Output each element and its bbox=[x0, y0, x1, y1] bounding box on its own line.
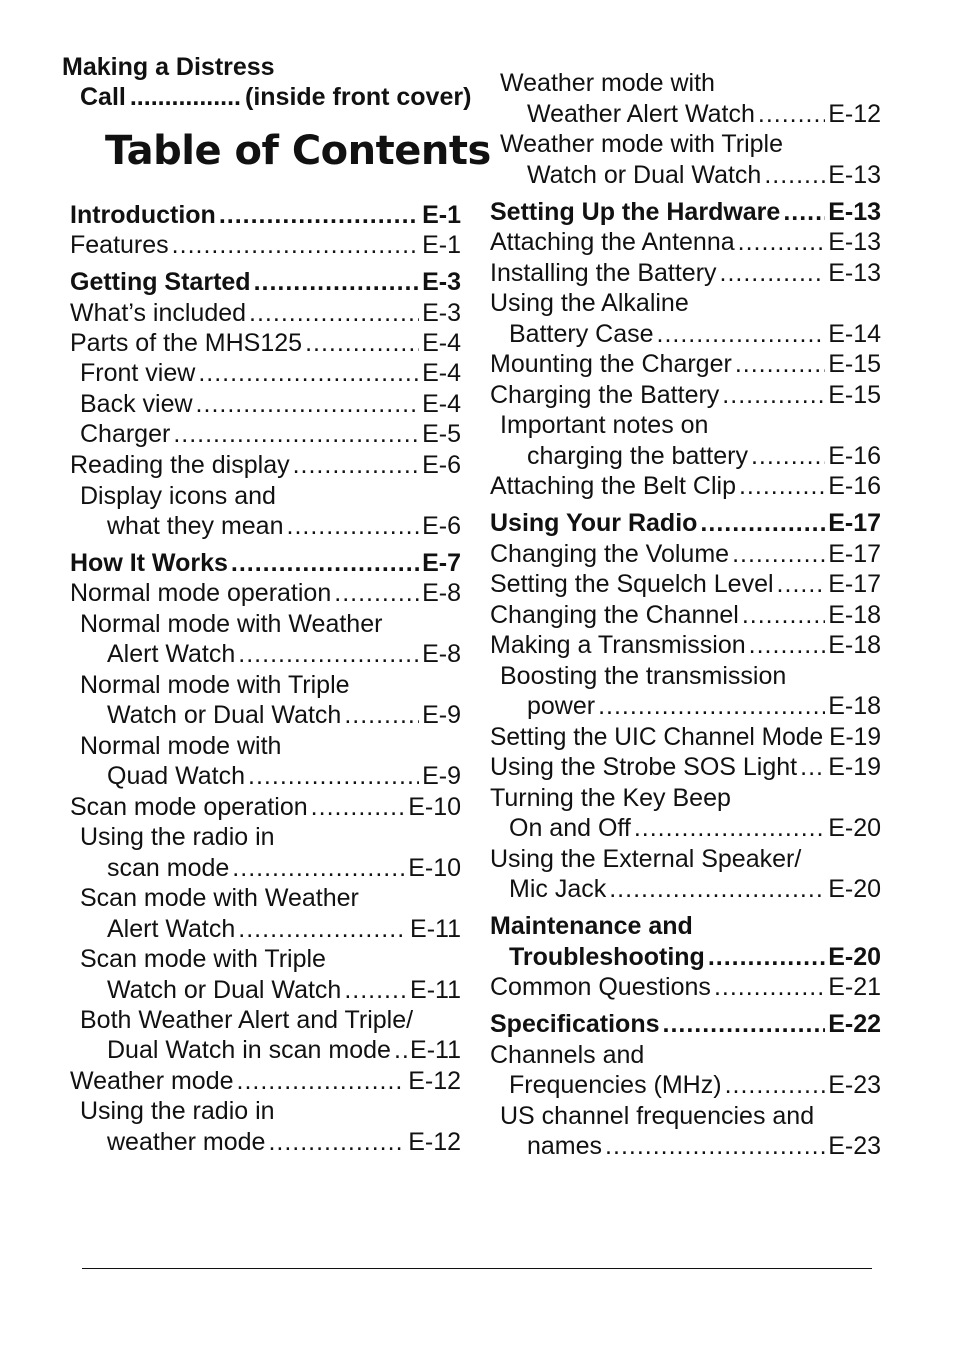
distress-line1: Making a Distress bbox=[62, 53, 275, 81]
toc-leader-dots bbox=[764, 160, 825, 190]
toc-leader-dots bbox=[173, 419, 419, 449]
toc-entry-title: Scan mode operation bbox=[70, 793, 308, 821]
toc-entry[interactable] bbox=[490, 258, 881, 288]
toc-entry-title: US channel frequencies and bbox=[500, 1102, 815, 1130]
toc-entry-title: Watch or Dual Watch bbox=[527, 161, 762, 189]
toc-entry[interactable] bbox=[490, 319, 881, 349]
distress-page: (inside front cover) bbox=[245, 83, 472, 111]
distress-label: Call bbox=[80, 83, 126, 111]
toc-entry-title: scan mode bbox=[107, 854, 230, 882]
toc-entry-page: E-16 bbox=[828, 442, 881, 470]
toc-entry-title: Charging the Battery bbox=[490, 381, 720, 409]
toc-entry-title: Normal mode with bbox=[80, 732, 282, 760]
toc-entry[interactable] bbox=[490, 227, 881, 257]
toc-entry-title: Important notes on bbox=[500, 411, 709, 439]
toc-leader-dots bbox=[249, 298, 419, 328]
toc-entry-title: Using the radio in bbox=[80, 1097, 275, 1125]
toc-entry-page: E-5 bbox=[422, 420, 461, 448]
toc-entry-title: Maintenance and bbox=[490, 912, 693, 940]
toc-entry-page: E-20 bbox=[828, 814, 881, 842]
toc-entry-page: E-15 bbox=[828, 350, 881, 378]
toc-entry[interactable] bbox=[70, 548, 461, 578]
toc-entry-title: Mounting the Charger bbox=[490, 350, 732, 378]
toc-entry[interactable] bbox=[490, 630, 881, 660]
toc-entry[interactable] bbox=[490, 1009, 881, 1039]
toc-entry-title: Display icons and bbox=[80, 482, 276, 510]
toc-entry-title: Using the radio in bbox=[80, 823, 275, 851]
toc-entry-title: What’s included bbox=[70, 299, 247, 327]
toc-entry[interactable] bbox=[70, 1066, 461, 1096]
toc-entry-title: Reading the display bbox=[70, 451, 290, 479]
toc-leader-dots bbox=[708, 942, 825, 972]
toc-entry-title: Parts of the MHS125 bbox=[70, 329, 303, 357]
toc-entry-title: charging the battery bbox=[527, 442, 748, 470]
toc-entry-title: Installing the Battery bbox=[490, 259, 717, 287]
toc-leader-dots bbox=[394, 1035, 407, 1065]
toc-leader-dots bbox=[725, 1070, 826, 1100]
toc-entry-title: How It Works bbox=[70, 549, 228, 577]
toc-entry-page: E-9 bbox=[422, 762, 461, 790]
toc-leader-dots bbox=[735, 349, 825, 379]
toc-entry[interactable] bbox=[70, 358, 461, 388]
toc-leader-dots bbox=[305, 328, 419, 358]
toc-entry-page: E-8 bbox=[422, 579, 461, 607]
toc-entry-title: Charger bbox=[80, 420, 171, 448]
footer-rule bbox=[82, 1268, 872, 1269]
toc-entry-title: Battery Case bbox=[509, 320, 654, 348]
toc-entry-page: E-20 bbox=[828, 875, 881, 903]
toc-entry-page: E-10 bbox=[408, 854, 461, 882]
toc-entry-page: E-12 bbox=[828, 100, 881, 128]
toc-entry[interactable] bbox=[490, 1070, 881, 1100]
toc-entry-title: Setting the UIC Channel Mode bbox=[490, 723, 824, 751]
toc-leader-dots bbox=[758, 99, 825, 129]
toc-entry[interactable] bbox=[490, 99, 881, 129]
toc-entry bbox=[70, 481, 461, 511]
toc-entry-title: Dual Watch in scan mode bbox=[107, 1036, 391, 1064]
toc-leader-dots bbox=[800, 752, 825, 782]
toc-entry[interactable] bbox=[70, 298, 461, 328]
toc-entry-page: E-17 bbox=[828, 570, 881, 598]
toc-leader-dots bbox=[777, 569, 826, 599]
toc-entry bbox=[490, 288, 881, 318]
toc-entry-page: E-11 bbox=[410, 1036, 461, 1064]
toc-entry-title: Weather mode bbox=[70, 1067, 234, 1095]
toc-entry-page: E-21 bbox=[828, 973, 881, 1001]
toc-entry bbox=[490, 783, 881, 813]
toc-entry-page: E-16 bbox=[828, 472, 881, 500]
toc-entry[interactable] bbox=[490, 160, 881, 190]
toc-entry bbox=[490, 1101, 881, 1131]
toc-entry-page: E-13 bbox=[828, 228, 881, 256]
toc-leader-dots bbox=[293, 450, 420, 480]
toc-leader-dots bbox=[344, 975, 407, 1005]
toc-entry-title: Watch or Dual Watch bbox=[107, 976, 342, 1004]
toc-entry bbox=[70, 670, 461, 700]
toc-entry[interactable] bbox=[490, 539, 881, 569]
toc-leader-dots bbox=[609, 874, 825, 904]
toc-entry-title: names bbox=[527, 1132, 603, 1160]
toc-entry[interactable] bbox=[70, 792, 461, 822]
toc-entry-title: Changing the Volume bbox=[490, 540, 730, 568]
toc-entry-title: Getting Started bbox=[70, 268, 251, 296]
toc-entry-page: E-18 bbox=[828, 692, 881, 720]
toc-entry[interactable] bbox=[70, 200, 461, 230]
toc-leader-dots bbox=[172, 230, 419, 260]
toc-leader-dots bbox=[634, 813, 825, 843]
toc-leader-dots bbox=[749, 630, 826, 660]
distress-line2 bbox=[80, 82, 471, 112]
toc-entry-page: E-11 bbox=[410, 976, 461, 1004]
toc-entry-title: Using the Strobe SOS Light bbox=[490, 753, 798, 781]
toc-entry-page: E-23 bbox=[828, 1132, 881, 1160]
toc-entry[interactable] bbox=[490, 569, 881, 599]
toc-entry-title: Front view bbox=[80, 359, 196, 387]
toc-entry[interactable] bbox=[490, 942, 881, 972]
toc-entry-page: E-18 bbox=[828, 631, 881, 659]
toc-leader-dots bbox=[248, 761, 419, 791]
toc-entry-page: E-19 bbox=[828, 753, 881, 781]
toc-entry bbox=[490, 911, 881, 941]
toc-leader-dots bbox=[605, 1131, 825, 1161]
toc-entry[interactable] bbox=[490, 600, 881, 630]
toc-entry-page: E-3 bbox=[422, 299, 461, 327]
toc-entry-page: E-10 bbox=[408, 793, 461, 821]
toc-entry-title: Boosting the transmission bbox=[500, 662, 787, 690]
toc-entry bbox=[490, 410, 881, 440]
toc-entry-page: E-19 bbox=[829, 723, 881, 751]
toc-entry[interactable] bbox=[70, 914, 461, 944]
toc-entry-title: weather mode bbox=[107, 1128, 266, 1156]
toc-entry[interactable] bbox=[490, 197, 881, 227]
toc-entry-title: Quad Watch bbox=[107, 762, 246, 790]
toc-entry-page: E-1 bbox=[422, 201, 461, 229]
toc-entry[interactable] bbox=[490, 1131, 881, 1161]
toc-entry bbox=[70, 609, 461, 639]
toc-entry-page: E-7 bbox=[422, 549, 461, 577]
toc-leader-dots bbox=[196, 389, 420, 419]
toc-entry-title: Turning the Key Beep bbox=[490, 784, 731, 812]
toc-entry[interactable] bbox=[70, 419, 461, 449]
toc-leader-dots bbox=[311, 792, 406, 822]
toc-entry bbox=[490, 661, 881, 691]
toc-leader-dots bbox=[700, 508, 825, 538]
toc-leader-dots bbox=[254, 267, 420, 297]
toc-entry-page: E-3 bbox=[422, 268, 461, 296]
toc-leader-dots bbox=[732, 539, 825, 569]
toc-entry-title: Making a Transmission bbox=[490, 631, 746, 659]
toc-entry-page: E-17 bbox=[828, 540, 881, 568]
toc-leader-dots bbox=[598, 691, 825, 721]
toc-entry-page: E-17 bbox=[828, 509, 881, 537]
toc-entry-title: On and Off bbox=[509, 814, 631, 842]
toc-entry-title: Frequencies (MHz) bbox=[509, 1071, 722, 1099]
toc-entry-page: E-6 bbox=[422, 512, 461, 540]
toc-entry-title: Mic Jack bbox=[509, 875, 607, 903]
page-title: Table of Contents bbox=[105, 128, 491, 174]
toc-entry-title: Attaching the Antenna bbox=[490, 228, 735, 256]
toc-entry-title: Channels and bbox=[490, 1041, 645, 1069]
toc-entry-page: E-22 bbox=[828, 1010, 881, 1038]
toc-entry-title: Weather mode with bbox=[500, 69, 715, 97]
toc-entry[interactable] bbox=[70, 975, 461, 1005]
toc-leader-dots bbox=[268, 1127, 405, 1157]
toc-entry-title: Introduction bbox=[70, 201, 216, 229]
toc-entry[interactable] bbox=[70, 1127, 461, 1157]
toc-entry-title: power bbox=[527, 692, 596, 720]
toc-entry[interactable] bbox=[490, 972, 881, 1002]
toc-entry bbox=[70, 822, 461, 852]
toc-leader-dots bbox=[238, 639, 419, 669]
toc-leader-dots bbox=[663, 1009, 826, 1039]
toc-entry[interactable] bbox=[490, 380, 881, 410]
toc-leader-dots bbox=[739, 471, 825, 501]
toc-entry-title: Troubleshooting bbox=[509, 943, 705, 971]
toc-entry-title: what they mean bbox=[107, 512, 284, 540]
toc-entry-page: E-12 bbox=[408, 1067, 461, 1095]
toc-entry[interactable] bbox=[490, 874, 881, 904]
toc-entry-page: E-15 bbox=[828, 381, 881, 409]
toc-entry-page: E-13 bbox=[828, 198, 881, 226]
toc-leader-dots bbox=[237, 1066, 406, 1096]
toc-entry bbox=[490, 1040, 881, 1070]
toc-entry-title: Features bbox=[70, 231, 169, 259]
toc-entry-title: Both Weather Alert and Triple/ bbox=[80, 1006, 414, 1034]
toc-entry[interactable] bbox=[70, 853, 461, 883]
toc-entry-page: E-18 bbox=[828, 601, 881, 629]
toc-entry bbox=[70, 944, 461, 974]
toc-leader-dots bbox=[334, 578, 419, 608]
toc-entry-page: E-20 bbox=[828, 943, 881, 971]
toc-entry-page: E-4 bbox=[422, 329, 461, 357]
toc-entry-page: E-9 bbox=[422, 701, 461, 729]
toc-entry[interactable] bbox=[70, 578, 461, 608]
toc-leader-dots bbox=[344, 700, 419, 730]
toc-leader-dots bbox=[783, 197, 825, 227]
toc-entry-title: Normal mode with Triple bbox=[80, 671, 350, 699]
toc-entry-title: Using the External Speaker/ bbox=[490, 845, 802, 873]
toc-entry[interactable] bbox=[490, 508, 881, 538]
toc-entry-title: Alert Watch bbox=[107, 640, 236, 668]
toc-entry-page: E-11 bbox=[410, 915, 461, 943]
toc-entry[interactable] bbox=[490, 471, 881, 501]
toc-entry bbox=[70, 1005, 461, 1035]
toc-leader-dots bbox=[742, 600, 825, 630]
toc-entry-page: E-1 bbox=[422, 231, 461, 259]
toc-entry-page: E-12 bbox=[408, 1128, 461, 1156]
toc-entry bbox=[490, 68, 881, 98]
toc-entry[interactable] bbox=[490, 349, 881, 379]
toc-entry[interactable] bbox=[70, 1035, 461, 1065]
toc-entry-title: Setting the Squelch Level bbox=[490, 570, 774, 598]
toc-entry-page: E-4 bbox=[422, 359, 461, 387]
toc-entry-page: E-13 bbox=[828, 259, 881, 287]
toc-entry-page: E-13 bbox=[828, 161, 881, 189]
toc-entry-title: Weather mode with Triple bbox=[500, 130, 783, 158]
toc-leader-dots bbox=[657, 319, 826, 349]
toc-leader-dots bbox=[231, 548, 419, 578]
toc-leader-dots bbox=[714, 972, 825, 1002]
toc-entry bbox=[490, 129, 881, 159]
toc-leader-dots bbox=[722, 380, 825, 410]
toc-entry[interactable] bbox=[70, 639, 461, 669]
toc-entry-title: Changing the Channel bbox=[490, 601, 739, 629]
toc-entry bbox=[490, 844, 881, 874]
toc-entry-title: Back view bbox=[80, 390, 193, 418]
toc-entry-title: Attaching the Belt Clip bbox=[490, 472, 736, 500]
toc-entry[interactable] bbox=[490, 691, 881, 721]
toc-entry bbox=[70, 731, 461, 761]
toc-entry[interactable] bbox=[70, 267, 461, 297]
toc-leader-dots bbox=[198, 358, 419, 388]
toc-entry[interactable] bbox=[70, 389, 461, 419]
toc-leader-dots bbox=[287, 511, 420, 541]
toc-entry-page: E-8 bbox=[422, 640, 461, 668]
toc-entry[interactable] bbox=[490, 441, 881, 471]
toc-entry[interactable] bbox=[70, 450, 461, 480]
toc-entry-title: Scan mode with Weather bbox=[80, 884, 359, 912]
toc-entry-title: Normal mode with Weather bbox=[80, 610, 383, 638]
toc-entry[interactable] bbox=[70, 761, 461, 791]
toc-entry-title: Weather Alert Watch bbox=[527, 100, 755, 128]
toc-entry-page: E-6 bbox=[422, 451, 461, 479]
toc-entry[interactable] bbox=[70, 230, 461, 260]
toc-entry bbox=[70, 1096, 461, 1126]
distress-call-entry[interactable] bbox=[62, 52, 472, 111]
toc-entry-page: E-23 bbox=[828, 1071, 881, 1099]
toc-leader-dots bbox=[751, 441, 825, 471]
toc-leader-dots bbox=[232, 853, 405, 883]
distress-leader-dots: ................ bbox=[129, 83, 241, 111]
toc-entry-title: Normal mode operation bbox=[70, 579, 332, 607]
toc-leader-dots bbox=[738, 227, 826, 257]
toc-entry[interactable] bbox=[490, 722, 881, 752]
toc-leader-dots bbox=[238, 914, 407, 944]
toc-entry-page: E-4 bbox=[422, 390, 461, 418]
toc-entry[interactable] bbox=[490, 813, 881, 843]
toc-entry-title: Specifications bbox=[490, 1010, 660, 1038]
toc-entry-title: Using Your Radio bbox=[490, 509, 698, 537]
toc-entry-title: Using the Alkaline bbox=[490, 289, 689, 317]
toc-entry-title: Alert Watch bbox=[107, 915, 236, 943]
toc-entry bbox=[70, 883, 461, 913]
toc-leader-dots bbox=[720, 258, 826, 288]
toc-leader-dots bbox=[219, 200, 419, 230]
toc-entry[interactable] bbox=[70, 328, 461, 358]
toc-entry-title: Watch or Dual Watch bbox=[107, 701, 342, 729]
toc-entry-title: Common Questions bbox=[490, 973, 711, 1001]
toc-entry-page: E-14 bbox=[828, 320, 881, 348]
toc-entry[interactable] bbox=[70, 700, 461, 730]
toc-entry[interactable] bbox=[490, 752, 881, 782]
toc-entry-title: Scan mode with Triple bbox=[80, 945, 326, 973]
toc-entry[interactable] bbox=[70, 511, 461, 541]
toc-entry-title: Setting Up the Hardware bbox=[490, 198, 781, 226]
